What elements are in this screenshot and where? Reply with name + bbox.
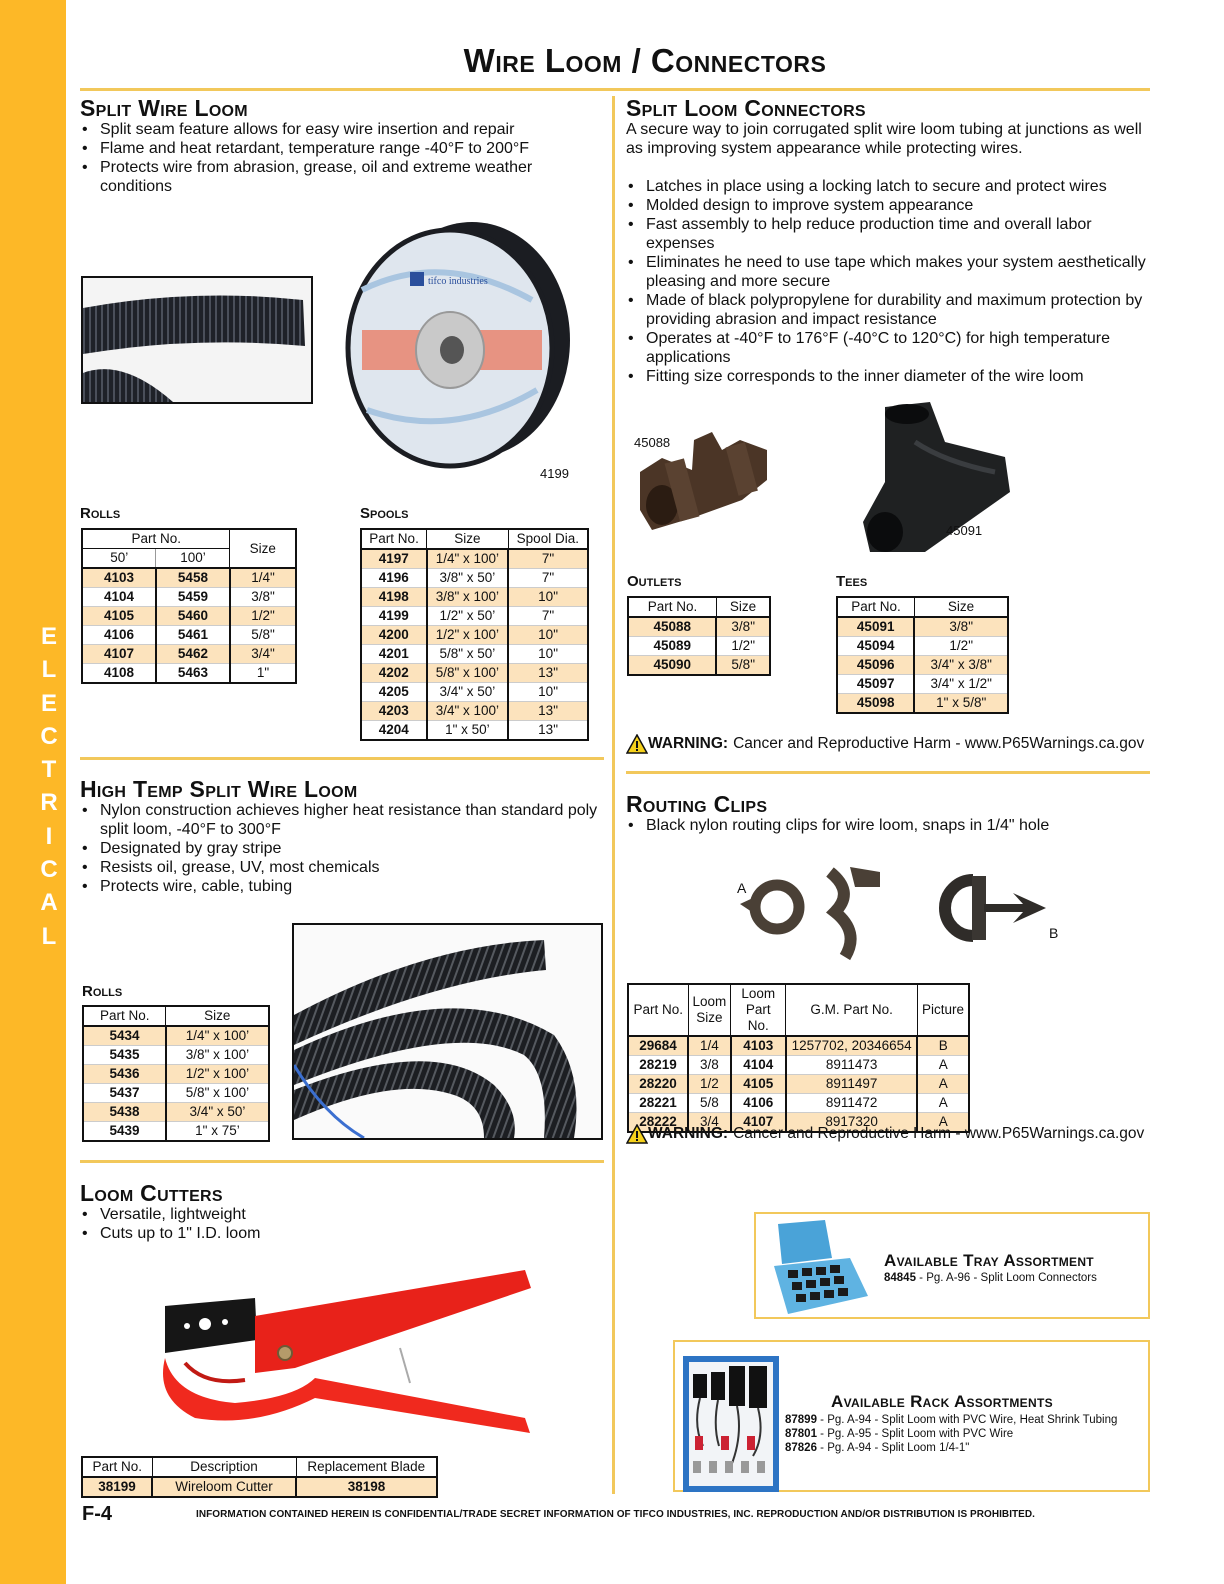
table-cell: 13" bbox=[508, 702, 588, 721]
assortment-description: - Pg. A-94 - Split Loom with PVC Wire, Heat Shrink Tubing bbox=[816, 1414, 1118, 1426]
high-temp-features bbox=[80, 801, 605, 896]
table-cell: 45096 bbox=[837, 656, 914, 675]
table-cell: 5459 bbox=[156, 588, 230, 607]
table-cell: 4105 bbox=[82, 607, 156, 626]
table-cell: 45091 bbox=[837, 617, 914, 637]
table-cell: 5436 bbox=[83, 1065, 166, 1084]
loom-cutters-table bbox=[81, 1456, 438, 1498]
column-header: Part No. bbox=[83, 1006, 166, 1026]
rack-illustration bbox=[683, 1356, 779, 1492]
column-header: Size bbox=[230, 529, 296, 568]
table-cell: 1/2" bbox=[914, 637, 1008, 656]
table-cell: 10" bbox=[508, 588, 588, 607]
table-cell: 10" bbox=[508, 626, 588, 645]
table-row bbox=[628, 1094, 969, 1113]
divider bbox=[80, 88, 1150, 91]
high-temp-loom-image bbox=[292, 923, 603, 1140]
rack-assortments-title: Available Rack Assortments bbox=[831, 1392, 1053, 1411]
divider bbox=[80, 757, 604, 760]
table-cell: 4107 bbox=[731, 1113, 786, 1133]
table-cell: 5/8" x 100’ bbox=[166, 1084, 269, 1103]
table-row bbox=[361, 721, 588, 741]
table-cell: 5437 bbox=[83, 1084, 166, 1103]
outlet-part-label: 45088 bbox=[634, 435, 671, 450]
table-cell: 5/8 bbox=[688, 1094, 731, 1113]
table-row bbox=[83, 1103, 269, 1122]
table-row bbox=[82, 607, 296, 626]
divider bbox=[626, 771, 1150, 774]
table-row bbox=[361, 683, 588, 702]
table-cell: 3/8" bbox=[914, 617, 1008, 637]
outlet-illustration bbox=[632, 410, 772, 540]
spools-table-body bbox=[361, 549, 588, 740]
column-header: Spool Dia. bbox=[508, 529, 588, 549]
high-temp-rolls-heading: Rolls bbox=[82, 983, 123, 1000]
feature-item: • Nylon construction achieves higher heat resistance than standard poly split loom, -40°F to 300°F bbox=[80, 801, 605, 839]
table-cell: 45097 bbox=[837, 675, 914, 694]
rack-assortment-item[interactable] bbox=[785, 1441, 969, 1455]
table-cell: 1" x 5/8" bbox=[914, 694, 1008, 714]
sidebar-letter: C bbox=[40, 856, 58, 884]
table-cell: 1" x 75’ bbox=[166, 1122, 269, 1142]
section-label-electrical bbox=[34, 620, 64, 953]
rolls-table bbox=[81, 528, 297, 684]
column-header: Part No. bbox=[82, 529, 230, 549]
table-cell: 10" bbox=[508, 645, 588, 664]
column-header: Size bbox=[914, 597, 1008, 617]
table-cell: 4197 bbox=[361, 549, 427, 569]
table-cell: 8911497 bbox=[786, 1075, 918, 1094]
warning-triangle-icon bbox=[626, 1124, 648, 1144]
table-cell: 1/4 bbox=[688, 1036, 731, 1056]
table-cell: 13" bbox=[508, 664, 588, 683]
table-cell: 1" x 50’ bbox=[427, 721, 509, 741]
loom-cutters-features bbox=[80, 1205, 580, 1243]
table-row bbox=[82, 588, 296, 607]
warning-triangle-icon bbox=[626, 734, 648, 754]
table-cell: 45090 bbox=[628, 656, 716, 676]
table-row bbox=[82, 645, 296, 664]
table-cell: 4196 bbox=[361, 569, 427, 588]
assortment-part-number: 87826 bbox=[785, 1442, 817, 1454]
table-cell: B bbox=[917, 1036, 969, 1056]
feature-item: • Protects wire, cable, tubing bbox=[80, 877, 605, 896]
feature-item: • Fast assembly to help reduce production time and overall labor expenses bbox=[626, 215, 1156, 253]
table-cell: 1" bbox=[230, 664, 296, 684]
table-row bbox=[628, 1075, 969, 1094]
table-cell: 5458 bbox=[156, 568, 230, 588]
table-cell: 3/4" x 50’ bbox=[427, 683, 509, 702]
table-cell: 5434 bbox=[83, 1026, 166, 1046]
table-cell: 5462 bbox=[156, 645, 230, 664]
table-cell: 3/4" x 1/2" bbox=[914, 675, 1008, 694]
feature-item: • Eliminates he need to use tape which makes your system aesthetically pleasing and more secure bbox=[626, 253, 1156, 291]
table-cell: 5460 bbox=[156, 607, 230, 626]
spools-heading: Spools bbox=[360, 505, 409, 522]
feature-item: • Resists oil, grease, UV, most chemicals bbox=[80, 858, 605, 877]
column-header: Size bbox=[716, 597, 770, 617]
warning-label: WARNING: bbox=[648, 735, 729, 752]
loom-spool-image bbox=[322, 210, 582, 470]
p65-warning bbox=[626, 1124, 1144, 1144]
table-cell: 4108 bbox=[82, 664, 156, 684]
coiled-loom-illustration bbox=[294, 925, 601, 1138]
column-header: Replacement Blade bbox=[296, 1457, 437, 1477]
table-row bbox=[628, 1056, 969, 1075]
table-cell: 4105 bbox=[731, 1075, 786, 1094]
table-cell: 4103 bbox=[731, 1036, 786, 1056]
loom-cutter-image bbox=[155, 1268, 540, 1438]
sidebar-letter: L bbox=[41, 656, 57, 684]
tee-connector-image bbox=[855, 402, 1020, 562]
page-title: Wire Loom / Connectors bbox=[463, 42, 827, 79]
section-title-routing-clips: Routing Clips bbox=[626, 791, 768, 817]
table-cell: 4202 bbox=[361, 664, 427, 683]
divider bbox=[80, 1160, 604, 1163]
table-cell: 3/4" x 100’ bbox=[427, 702, 509, 721]
table-cell: 4199 bbox=[361, 607, 427, 626]
table-cell: 28220 bbox=[628, 1075, 688, 1094]
table-cell: 38199 bbox=[82, 1477, 152, 1497]
table-cell: 1/4" x 100’ bbox=[427, 549, 509, 569]
table-cell: Wireloom Cutter bbox=[152, 1477, 296, 1497]
svg-text:tifco industries: tifco industries bbox=[428, 276, 488, 287]
table-row bbox=[361, 607, 588, 626]
column-header: G.M. Part No. bbox=[786, 984, 918, 1036]
table-cell: 1/2" x 100’ bbox=[166, 1065, 269, 1084]
column-header: Part No. bbox=[361, 529, 427, 549]
table-row bbox=[837, 617, 1008, 637]
sidebar-letter: E bbox=[40, 623, 57, 650]
table-cell: 28219 bbox=[628, 1056, 688, 1075]
column-header: 50’ bbox=[82, 549, 156, 569]
rack-assortment-image bbox=[683, 1356, 779, 1492]
routing-clip-a-image bbox=[735, 852, 895, 967]
table-cell: 3/4" x 3/8" bbox=[914, 656, 1008, 675]
table-row bbox=[361, 569, 588, 588]
table-cell: 4198 bbox=[361, 588, 427, 607]
outlet-connector-image bbox=[632, 410, 772, 540]
sidebar-letter: I bbox=[45, 822, 53, 850]
table-cell: 5463 bbox=[156, 664, 230, 684]
table-row bbox=[837, 656, 1008, 675]
table-cell: 4104 bbox=[731, 1056, 786, 1075]
connectors-intro: A secure way to join corrugated split wire loom tubing at junctions as well as improving system appearance while protecting wires. bbox=[626, 121, 1142, 157]
feature-item: • Made of black polypropylene for durability and maximum protection by providing abrasion and impact resistance bbox=[626, 291, 1156, 329]
table-row bbox=[361, 588, 588, 607]
table-cell: 3/8" x 100’ bbox=[427, 588, 509, 607]
rack-assortments-box[interactable] bbox=[673, 1340, 1150, 1492]
column-header: Description bbox=[152, 1457, 296, 1477]
column-header: Size bbox=[427, 529, 509, 549]
page-number: F-4 bbox=[82, 1503, 112, 1525]
table-cell: 5461 bbox=[156, 626, 230, 645]
warning-label: WARNING: bbox=[648, 1125, 729, 1142]
table-cell: 4106 bbox=[731, 1094, 786, 1113]
feature-item: • Black nylon routing clips for wire loom, snaps in 1/4" hole bbox=[626, 816, 1156, 835]
routing-clips-features bbox=[626, 816, 1156, 835]
table-cell: 4201 bbox=[361, 645, 427, 664]
column-header: Size bbox=[166, 1006, 269, 1026]
column-header: Picture bbox=[917, 984, 969, 1036]
column-header: Loom Part No. bbox=[731, 984, 786, 1036]
table-cell: 3/8" x 50’ bbox=[427, 569, 509, 588]
table-cell: 5438 bbox=[83, 1103, 166, 1122]
column-header: 100’ bbox=[156, 549, 230, 569]
spool-illustration bbox=[322, 210, 582, 470]
spools-table bbox=[360, 528, 589, 741]
table-cell: 5/8" bbox=[230, 626, 296, 645]
tees-table bbox=[836, 596, 1009, 714]
column-header: Part No. bbox=[837, 597, 914, 617]
loom-closeup-image bbox=[81, 276, 313, 404]
table-cell: 1/4" bbox=[230, 568, 296, 588]
table-cell: 4205 bbox=[361, 683, 427, 702]
table-row bbox=[361, 664, 588, 683]
table-cell: 28221 bbox=[628, 1094, 688, 1113]
high-temp-rolls-body bbox=[83, 1026, 269, 1141]
table-cell: 45098 bbox=[837, 694, 914, 714]
table-row bbox=[361, 626, 588, 645]
table-row bbox=[82, 568, 296, 588]
table-cell: 1/4" x 100’ bbox=[166, 1026, 269, 1046]
table-cell: 3/8" bbox=[230, 588, 296, 607]
outlets-heading: Outlets bbox=[627, 573, 682, 590]
feature-item: • Split seam feature allows for easy wire insertion and repair bbox=[80, 120, 560, 139]
table-row bbox=[837, 637, 1008, 656]
spool-part-label: 4199 bbox=[540, 466, 569, 481]
feature-item: • Molded design to improve system appearance bbox=[626, 196, 1156, 215]
routing-clips-table bbox=[627, 983, 970, 1133]
table-cell: 45089 bbox=[628, 637, 716, 656]
table-cell: 7" bbox=[508, 549, 588, 569]
section-sidebar bbox=[0, 0, 66, 1584]
routing-clips-body bbox=[628, 1036, 969, 1132]
table-cell: 13" bbox=[508, 721, 588, 741]
high-temp-rolls-table bbox=[82, 1005, 270, 1142]
table-cell: 4104 bbox=[82, 588, 156, 607]
sidebar-letter: R bbox=[40, 789, 58, 817]
table-cell: 5/8" x 100’ bbox=[427, 664, 509, 683]
clip-b-illustration bbox=[928, 868, 1058, 948]
table-cell: 8917320 bbox=[786, 1113, 918, 1133]
sidebar-letter: E bbox=[40, 689, 57, 717]
table-cell: A bbox=[917, 1094, 969, 1113]
table-cell: A bbox=[917, 1056, 969, 1075]
section-title-split-wire-loom: Split Wire Loom bbox=[80, 95, 248, 121]
feature-item: • Latches in place using a locking latch to secure and protect wires bbox=[626, 177, 1156, 196]
assortment-part-number: 87899 bbox=[785, 1414, 817, 1426]
section-title-split-loom-connectors: Split Loom Connectors bbox=[626, 95, 866, 121]
tee-part-label: 45091 bbox=[946, 523, 983, 538]
table-row bbox=[837, 675, 1008, 694]
table-cell: 1/2 bbox=[688, 1075, 731, 1094]
sidebar-letter: L bbox=[41, 922, 57, 950]
rolls-heading: Rolls bbox=[80, 505, 121, 522]
feature-item: • Protects wire from abrasion, grease, oil and extreme weather conditions bbox=[80, 158, 560, 196]
table-cell: 4204 bbox=[361, 721, 427, 741]
table-cell: 7" bbox=[508, 569, 588, 588]
column-divider bbox=[612, 96, 615, 1494]
corrugated-loom-illustration bbox=[83, 278, 311, 402]
table-cell: A bbox=[917, 1075, 969, 1094]
table-row bbox=[361, 702, 588, 721]
table-cell: 5/8" bbox=[716, 656, 770, 676]
column-header: Loom Size bbox=[688, 984, 731, 1036]
warning-text: Cancer and Reproductive Harm - www.P65Warnings.ca.gov bbox=[733, 1125, 1145, 1142]
section-title-high-temp: High Temp Split Wire Loom bbox=[80, 776, 358, 802]
routing-clip-b-image bbox=[928, 868, 1058, 948]
table-row bbox=[628, 637, 770, 656]
tray-assortment-item[interactable] bbox=[884, 1271, 1097, 1285]
assortment-part-number: 84845 bbox=[884, 1272, 916, 1284]
tray-assortment-box[interactable] bbox=[754, 1212, 1150, 1319]
table-row bbox=[628, 1036, 969, 1056]
p65-warning bbox=[626, 734, 1144, 754]
tee-illustration bbox=[855, 402, 1020, 562]
table-row bbox=[83, 1065, 269, 1084]
sidebar-letter: C bbox=[40, 722, 58, 750]
table-cell: 4106 bbox=[82, 626, 156, 645]
column-header: Part No. bbox=[82, 1457, 152, 1477]
table-row bbox=[628, 617, 770, 637]
table-cell: 5/8" x 50’ bbox=[427, 645, 509, 664]
outlets-table bbox=[627, 596, 771, 676]
table-cell: 38198 bbox=[296, 1477, 437, 1497]
table-row bbox=[83, 1026, 269, 1046]
table-row bbox=[361, 645, 588, 664]
feature-item: • Designated by gray stripe bbox=[80, 839, 605, 858]
table-cell: 8911473 bbox=[786, 1056, 918, 1075]
table-cell: 7" bbox=[508, 607, 588, 626]
feature-item: • Cuts up to 1" I.D. loom bbox=[80, 1224, 580, 1243]
table-cell: 3/8" bbox=[716, 617, 770, 637]
table-cell: 3/4" bbox=[230, 645, 296, 664]
cutter-illustration bbox=[155, 1268, 540, 1438]
rack-assortment-item[interactable] bbox=[785, 1427, 1013, 1441]
table-cell: 3/8 bbox=[688, 1056, 731, 1075]
clip-a-label: A bbox=[737, 880, 747, 896]
table-cell: 1/2" bbox=[716, 637, 770, 656]
table-cell: 5439 bbox=[83, 1122, 166, 1142]
connectors-features bbox=[626, 177, 1156, 386]
assortment-description: - Pg. A-94 - Split Loom 1/4-1" bbox=[816, 1442, 970, 1454]
split-wire-loom-features bbox=[80, 120, 560, 196]
table-cell: 1/2" bbox=[230, 607, 296, 626]
feature-item: • Fitting size corresponds to the inner diameter of the wire loom bbox=[626, 367, 1156, 386]
table-row bbox=[82, 664, 296, 684]
table-row bbox=[83, 1084, 269, 1103]
assortment-description: - Pg. A-95 - Split Loom with PVC Wire bbox=[816, 1428, 1014, 1440]
sidebar-letter: A bbox=[40, 889, 58, 917]
table-cell: 8911472 bbox=[786, 1094, 918, 1113]
table-cell: 3/4" x 50’ bbox=[166, 1103, 269, 1122]
tray-illustration bbox=[770, 1218, 870, 1318]
tray-assortment-image bbox=[770, 1218, 870, 1318]
table-cell: 3/4 bbox=[688, 1113, 731, 1133]
table-cell: 10" bbox=[508, 683, 588, 702]
clip-b-label: B bbox=[1049, 925, 1059, 941]
tees-heading: Tees bbox=[836, 573, 868, 590]
table-cell: 4107 bbox=[82, 645, 156, 664]
outlets-table-body bbox=[628, 617, 770, 675]
sidebar-letter: T bbox=[41, 756, 57, 784]
clip-a-illustration bbox=[735, 852, 895, 967]
table-row bbox=[83, 1046, 269, 1065]
table-cell: 28222 bbox=[628, 1113, 688, 1133]
tray-assortment-title: Available Tray Assortment bbox=[884, 1251, 1094, 1270]
table-cell: 45094 bbox=[837, 637, 914, 656]
table-row bbox=[837, 694, 1008, 714]
table-row bbox=[628, 656, 770, 676]
table-cell: 5435 bbox=[83, 1046, 166, 1065]
warning-text: Cancer and Reproductive Harm - www.P65Warnings.ca.gov bbox=[733, 735, 1145, 752]
table-cell: 4103 bbox=[82, 568, 156, 588]
table-cell: 4203 bbox=[361, 702, 427, 721]
loom-cutters-body bbox=[82, 1477, 437, 1497]
column-header: Part No. bbox=[628, 597, 716, 617]
tees-table-body bbox=[837, 617, 1008, 713]
assortment-description: - Pg. A-96 - Split Loom Connectors bbox=[915, 1272, 1097, 1284]
feature-item: • Versatile, lightweight bbox=[80, 1205, 580, 1224]
table-cell: A bbox=[917, 1113, 969, 1133]
assortment-part-number: 87801 bbox=[785, 1428, 817, 1440]
rack-assortment-item[interactable] bbox=[785, 1413, 1117, 1427]
table-cell: 3/8" x 100’ bbox=[166, 1046, 269, 1065]
feature-item: • Flame and heat retardant, temperature range -40°F to 200°F bbox=[80, 139, 560, 158]
table-cell: 4200 bbox=[361, 626, 427, 645]
table-row bbox=[83, 1122, 269, 1142]
feature-item: • Operates at -40°F to 176°F (-40°C to 120°C) for high temperature applications bbox=[626, 329, 1156, 367]
section-title-loom-cutters: Loom Cutters bbox=[80, 1180, 223, 1206]
table-cell: 29684 bbox=[628, 1036, 688, 1056]
table-cell: 1/2" x 50’ bbox=[427, 607, 509, 626]
table-row bbox=[82, 1477, 437, 1497]
confidentiality-notice: INFORMATION CONTAINED HEREIN IS CONFIDENTIAL/TRADE SECRET INFORMATION OF TIFCO INDUSTRIES, INC. REPRODUCTION AND/OR DISTRIBUTION IS PROHIBITED. bbox=[196, 1509, 1035, 1520]
table-row bbox=[82, 626, 296, 645]
table-cell: 45088 bbox=[628, 617, 716, 637]
column-header: Part No. bbox=[628, 984, 688, 1036]
table-cell: 1257702, 20346654 bbox=[786, 1036, 918, 1056]
rolls-table-body bbox=[82, 568, 296, 683]
table-row bbox=[361, 549, 588, 569]
table-cell: 1/2" x 100’ bbox=[427, 626, 509, 645]
